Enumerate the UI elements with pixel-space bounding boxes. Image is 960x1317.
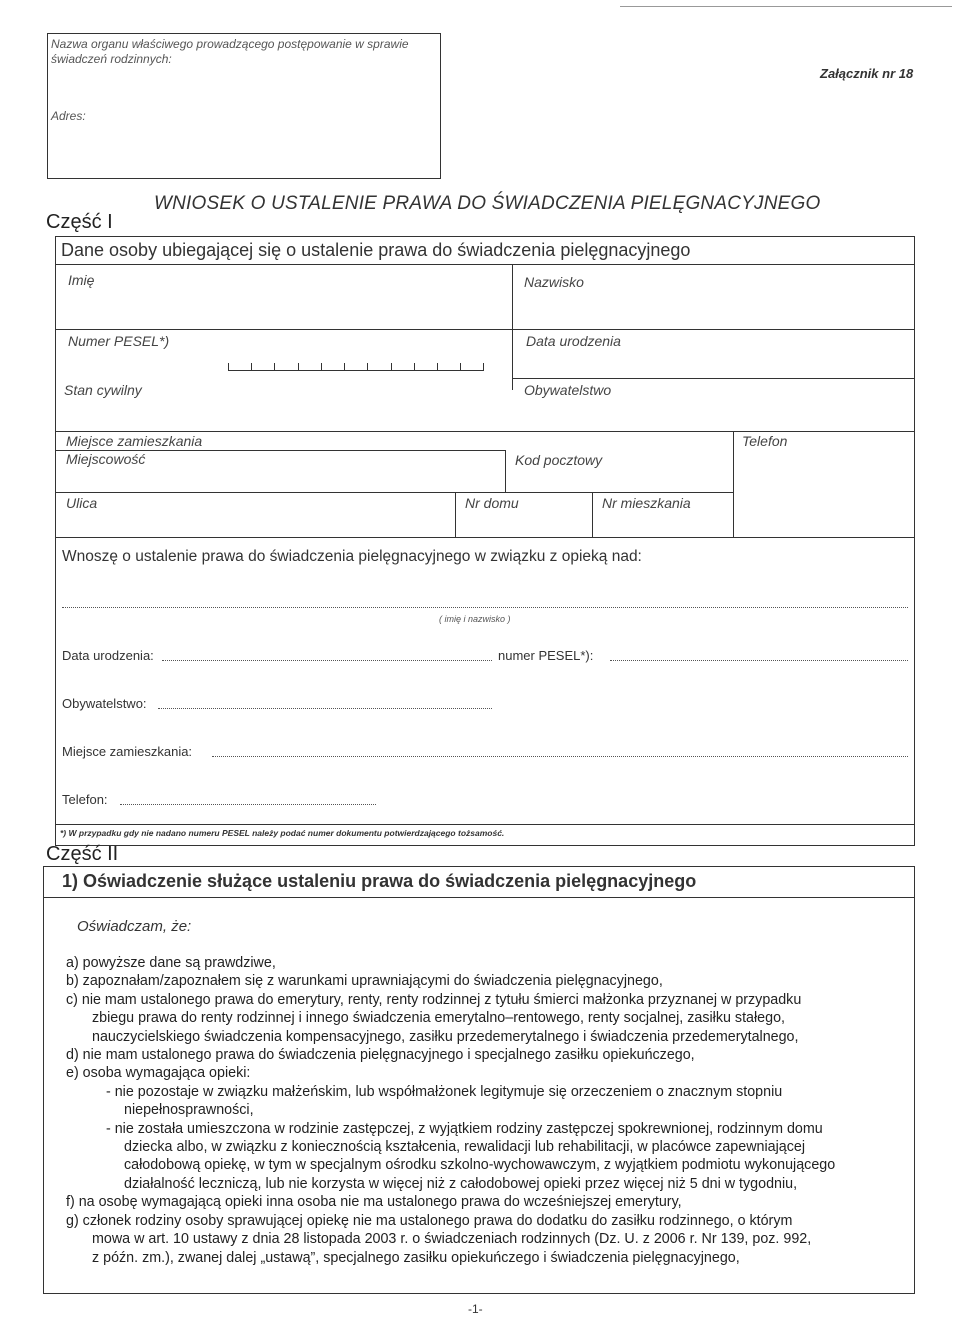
declaration-list <box>66 954 916 1267</box>
flat-no-label: Nr mieszkania <box>602 495 691 511</box>
locality-label: Miejscowość <box>66 451 146 467</box>
pesel-input[interactable] <box>228 356 484 371</box>
row-rule <box>55 537 915 538</box>
part2-label: Część II <box>46 843 119 865</box>
organ-label: Nazwa organu właściwego prowadzącego postępowanie w sprawie świadczeń rodzinnych: <box>51 37 409 66</box>
last-name-label: Nazwisko <box>524 274 584 290</box>
ward-phone-label: Telefon: <box>62 792 108 807</box>
declaration-line: nauczycielskiego świadczenia kompensacyjnego, zasiłku przedemerytalnego i świadczenia przedemerytalnego, <box>92 1028 799 1045</box>
declaration-line: c) nie mam ustalonego prawa do emerytury, renty, renty rodzinnej z tytułu śmierci małżonka przyznanej w przypadku <box>66 991 802 1008</box>
declaration-line: - nie pozostaje w związku małżeńskim, lub współmałżonek legitymuje się orzeczeniem o znacznym stopniu <box>106 1083 783 1100</box>
ward-birth-date-label: Data urodzenia: <box>62 648 154 663</box>
declaration-line: mowa w art. 10 ustawy z dnia 28 listopada 2003 r. o świadczeniach rodzinnych (Dz. U. z 2006 r. Nr 139, poz. 992, <box>92 1231 812 1248</box>
ward-residence-line[interactable] <box>212 756 908 757</box>
form-title: WNIOSEK O USTALENIE PRAWA DO ŚWIADCZENIA PIELĘGNACYJNEGO <box>154 193 821 214</box>
declaration-line: e) osoba wymagająca opieki: <box>66 1065 251 1082</box>
street-label: Ulica <box>66 495 98 511</box>
ward-pesel-label: numer PESEL*): <box>498 648 594 663</box>
ward-phone-line[interactable] <box>120 804 376 805</box>
first-name-label: Imię <box>68 272 95 288</box>
divider <box>505 450 506 492</box>
ward-residence-label: Miejsce zamieszkania: <box>62 744 193 759</box>
declaration-line: z późn. zm.), zwanej dalej „ustawą”, specjalnego zasiłku opiekuńczego i świadczenia pielęgnacyjnego, <box>92 1249 740 1266</box>
part2-section-title: 1) Oświadczenie służące ustaleniu prawa do świadczenia pielęgnacyjnego <box>62 871 697 891</box>
declaration-line: - nie została umieszczona w rodzinie zastępczej, z wyjątkiem rodziny zastępczej spokrewnionej, rodzinnym domu <box>106 1120 823 1137</box>
marital-status-label: Stan cywilny <box>64 382 142 398</box>
row-rule <box>55 450 505 451</box>
residence-label: Miejsce zamieszkania <box>66 433 203 449</box>
row-rule <box>55 492 733 493</box>
declaration-line: dziecka albo, w związku z koniecznością kształcenia, rewalidacji lub rehabilitacji, w placówce zapewniającej <box>124 1139 806 1156</box>
divider <box>592 492 593 537</box>
divider <box>455 492 456 537</box>
part2-title-rule <box>43 897 915 898</box>
ward-name-line[interactable] <box>62 607 908 608</box>
part1-title-rule <box>55 264 915 265</box>
ward-birth-date-line[interactable] <box>162 660 492 661</box>
citizenship-label: Obywatelstwo <box>524 382 612 398</box>
care-request-text: Wnoszę o ustalenie prawa do świadczenia pielęgnacyjnego w związku z opieką nad: <box>62 548 642 565</box>
declaration-line: zbiegu prawa do renty rodzinnej i innego świadczenia emerytalno–rentowego, renty socjalnej, zasiłku stałego, <box>92 1010 786 1027</box>
declaration-line: f) na osobę wymagającą opieki inna osoba nie ma ustalonego prawa do wcześniejszej emerytury, <box>66 1194 682 1211</box>
ward-pesel-line[interactable] <box>610 660 908 661</box>
attachment-label: Załącznik nr 18 <box>820 66 914 81</box>
divider <box>733 431 734 537</box>
declaration-line: całodobową opiekę, w tym w specjalnym ośrodku szkolno-wychowawczym, z wyjątkiem podmiotu wykonującego <box>124 1157 836 1174</box>
declaration-line: b) zapoznałam/zapoznałem się z warunkami uprawniającymi do świadczenia pielęgnacyjnego, <box>66 973 663 990</box>
phone-label: Telefon <box>742 433 788 449</box>
birth-date-label: Data urodzenia <box>526 333 621 349</box>
declaration-line: d) nie mam ustalonego prawa do świadczenia pielęgnacyjnego i specjalnego zasiłku opiekuńczego, <box>66 1047 695 1064</box>
row-rule <box>55 431 915 432</box>
row-rule <box>55 329 915 330</box>
postal-code-label: Kod pocztowy <box>515 452 603 468</box>
footnote: *) W przypadku gdy nie nadano numeru PESEL należy podać numer dokumentu potwierdzającego tożsamość. <box>60 828 505 838</box>
pesel-label: Numer PESEL*) <box>68 333 170 349</box>
top-rule <box>620 6 952 7</box>
declaration-line: a) powyższe dane są prawdziwe, <box>66 955 276 971</box>
address-label: Adres: <box>51 109 86 123</box>
footnote-rule <box>55 824 915 825</box>
ward-citizenship-label: Obywatelstwo: <box>62 696 147 711</box>
name-hint: ( imię i nazwisko ) <box>439 614 511 624</box>
page-number: -1- <box>468 1302 483 1316</box>
ward-citizenship-line[interactable] <box>158 708 492 709</box>
declaration-line: g) członek rodziny osoby sprawującej opiekę nie ma ustalonego prawa do dodatku do zasiłku rodzinnego, o którym <box>66 1212 793 1229</box>
declaration-line: działalność leczniczą, lub nie korzysta w więcej niż z całodobowej opieki przez więcej niż 5 dni w tygodniu, <box>124 1175 798 1192</box>
declare-label: Oświadczam, że: <box>77 918 192 935</box>
house-no-label: Nr domu <box>465 495 519 511</box>
declaration-line: niepełnosprawności, <box>124 1102 254 1119</box>
row-rule <box>512 378 915 379</box>
part1-label: Część I <box>46 211 113 233</box>
divider <box>512 264 513 390</box>
part1-section-title: Dane osoby ubiegającej się o ustalenie prawa do świadczenia pielęgnacyjnego <box>61 240 691 260</box>
